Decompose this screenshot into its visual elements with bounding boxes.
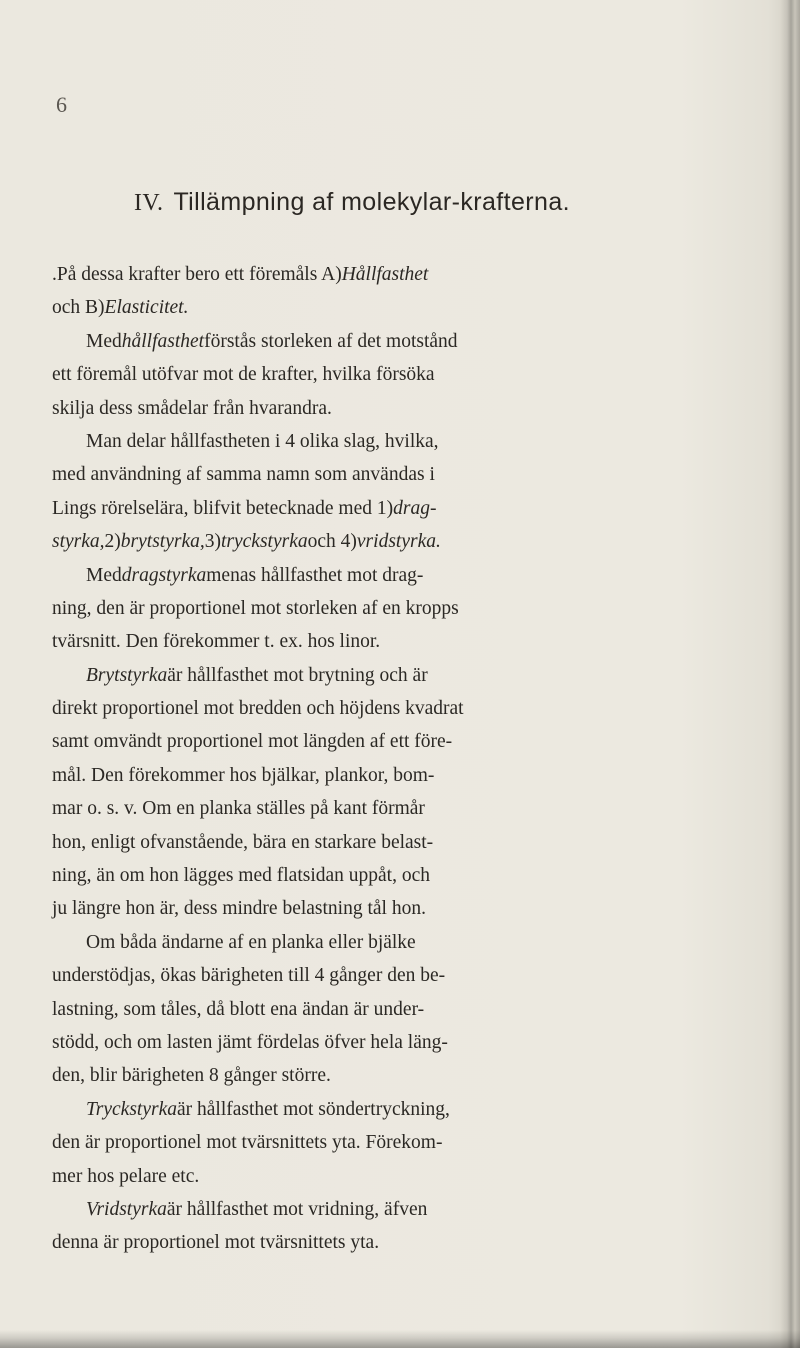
- text-line: [52, 559, 702, 592]
- text-segment: förstås storleken af det motstånd: [204, 330, 458, 352]
- text-line: den, blir bärigheten 8 gånger större.: [52, 1065, 331, 1087]
- text-line: med användning af samma namn som användas i: [52, 464, 435, 486]
- italic-term: Elasticitet.: [104, 297, 189, 319]
- text-line: hon, enligt ofvanstående, bära en starkare belast-: [52, 831, 434, 853]
- text-line: Man delar hållfastheten i 4 olika slag, hvilka,: [86, 430, 439, 452]
- section-title: Tillämpning af molekylar-krafterna.: [173, 188, 570, 216]
- section-heading: [134, 185, 694, 220]
- italic-term: hållfasthet: [121, 330, 205, 352]
- text-line: mar o. s. v. Om en planka ställes på kant förmår: [52, 798, 425, 820]
- text-line: mål. Den förekommer hos bjälkar, plankor, bom-: [52, 764, 435, 786]
- text-line: lastning, som tåles, då blott ena ändan är under-: [52, 998, 425, 1020]
- section-number: IV.: [134, 190, 164, 216]
- text-line: [52, 659, 702, 692]
- text-line: [52, 1193, 702, 1226]
- text-line: [52, 291, 702, 324]
- page-bottom-shadow: [0, 1330, 800, 1348]
- body-text: [52, 258, 702, 1260]
- text-line: understödjas, ökas bärigheten till 4 gånger den be-: [52, 965, 446, 987]
- italic-term: brytstyrka,: [120, 531, 205, 553]
- text-segment: Med: [86, 564, 122, 586]
- text-line: stödd, och om lasten jämt fördelas öfver hela läng-: [52, 1031, 448, 1053]
- text-line: direkt proportionel mot bredden och höjdens kvadrat: [52, 698, 464, 720]
- text-segment: och B): [52, 297, 105, 319]
- text-segment: Med: [86, 330, 122, 352]
- text-line: denna är proportionel mot tvärsnittets yta.: [52, 1232, 380, 1254]
- text-segment: menas hållfasthet mot drag-: [206, 564, 424, 586]
- text-segment: Lings rörelselära, blifvit betecknade med 1): [52, 497, 394, 519]
- text-line: ning, den är proportionel mot storleken af en kropps: [52, 597, 459, 619]
- text-segment: är hållfasthet mot vridning, äfven: [166, 1198, 428, 1220]
- text-line: tvärsnitt. Den förekommer t. ex. hos linor.: [52, 631, 381, 653]
- italic-term: Hållfasthet: [341, 264, 429, 285]
- text-segment: .På dessa krafter bero ett föremåls A): [52, 264, 342, 285]
- text-line: ju längre hon är, dess mindre belastning tål hon.: [52, 898, 426, 920]
- text-segment: och 4): [307, 531, 357, 553]
- text-line: [52, 525, 702, 558]
- text-line: [52, 1093, 702, 1126]
- text-line: ning, än om hon lägges med flatsidan uppåt, och: [52, 865, 431, 887]
- text-segment: 3): [204, 531, 221, 553]
- italic-term: Vridstyrka: [86, 1198, 167, 1220]
- italic-term: Tryckstyrka: [86, 1098, 177, 1120]
- text-line: [52, 258, 702, 291]
- italic-term: vridstyrka.: [356, 531, 441, 553]
- text-line: Om båda ändarne af en planka eller bjälke: [86, 931, 416, 953]
- text-segment: 2): [104, 531, 121, 553]
- text-line: [52, 492, 702, 525]
- text-line: skilja dess smådelar från hvarandra.: [52, 397, 332, 419]
- page-number: 6: [56, 92, 67, 117]
- text-segment: är hållfasthet mot söndertryckning,: [176, 1098, 450, 1120]
- italic-term: tryckstyrka: [220, 531, 308, 553]
- italic-term: Brytstyrka: [86, 664, 168, 686]
- italic-term: styrka,: [52, 531, 105, 553]
- italic-term: drag-: [393, 497, 437, 519]
- text-line: [52, 325, 702, 358]
- page-edge-shadow: [780, 0, 800, 1348]
- text-line: den är proportionel mot tvärsnittets yta. Förekom-: [52, 1132, 443, 1154]
- text-line: mer hos pelare etc.: [52, 1165, 200, 1187]
- italic-term: dragstyrka: [121, 564, 207, 586]
- text-segment: är hållfasthet mot brytning och är: [167, 664, 428, 686]
- text-line: ett föremål utöfvar mot de krafter, hvilka försöka: [52, 364, 435, 386]
- text-line: samt omvändt proportionel mot längden af ett före-: [52, 731, 453, 753]
